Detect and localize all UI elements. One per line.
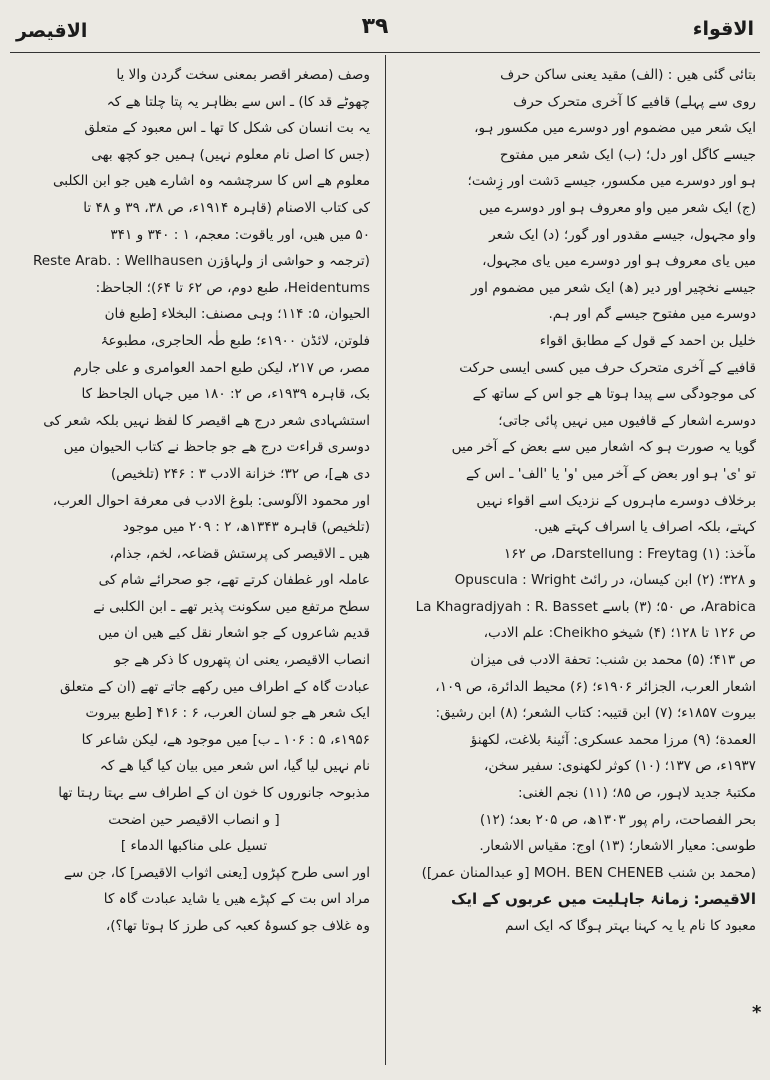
right-column-line: تو 'ی' ہو اور بعض کے آخر میں 'و' یا 'الف' ـ اس کے (465, 465, 756, 482)
right-column-line: کی موجودگی سے پیدا ہوتا ھے جو اس کے ساتھ کے (472, 386, 756, 403)
right-column-line: واو مجہول، جیسے مقدور اور گور؛ (د) ایک شعر (489, 226, 756, 243)
right-column-line: خلیل بن احمد کے قول کے مطابق اقواء (539, 332, 756, 349)
right-column-line: ص ۴۱۳؛ (۵) محمد بن شنب: تحفة الادب فی میزان (470, 652, 756, 669)
right-column-line: برخلاف دوسرے ماہروں کے نزدیک اسے اقواء نہیں (476, 492, 756, 509)
left-column-line: دوسری قراءت درج ھے جو جاحظ نے کتاب الحیوان میں (63, 439, 370, 456)
left-column-line: انصاب الاقیصر، یعنی ان پتھروں کا ذکر ھے جو (114, 652, 370, 669)
left-column-line: اور اسی طرح کپڑوں [یعنی اثواب الاقیصر] کا، جن سے (63, 864, 370, 881)
left-column-line: [ و انصاب الاقیصر حین اضحت (108, 811, 280, 828)
right-column-line: قافیے کے آخری متحرک حرف میں کسی ایسی حرکت (459, 359, 756, 376)
left-column-line: معلوم ھے اس کا سرچشمہ وہ اشارے ھیں جو ابن الکلبی (52, 173, 370, 190)
right-column-line: گویا یہ صورت ہو کہ اشعار میں سے بعض کے آخر میں (451, 439, 756, 456)
left-column-line: فلوتن، لائڈن ۱۹۰۰ء؛ طبع طٰہ الحاجری، مطبوعۂ (100, 332, 370, 349)
left-column-line: (تلخیص) قاہرہ ۱۳۴۳ھ، ۲ : ۲۰۹ میں موجود (122, 519, 370, 536)
left-column-line: بک، قاہرہ ۱۹۳۹ء، ص ۲: ۱۸۰ میں جہاں الجاحظ کا (81, 386, 370, 403)
left-column-line: (ترجمہ و حواشی از ولہاؤزن Reste Arab. : Wellhausen (32, 253, 370, 270)
column-divider (385, 55, 386, 1065)
left-column-line: الحیوان، ۵: ۱۱۴؛ وہی مصنف: البخلاء [طبع فان (104, 306, 370, 323)
right-column-line: کہتے، بلکہ اصراف یا اسراف کہتے ھیں. (533, 519, 756, 536)
right-column-line: ص ۱۲۶ تا ۱۲۸؛ (۴) شیخو Cheikho: علم الادب، (483, 625, 756, 642)
left-column-line: عاملہ اور غطفان کرتے تھے، جو صحرائے شام کی (98, 572, 370, 589)
left-column-line: وصف (مصغر اقصر بمعنی سخت گردن والا یا (116, 67, 370, 83)
right-column-line: جیسے کاگل اور دل؛ (ب) ایک شعر میں مفتوح (499, 146, 756, 163)
left-column-line: چھوٹے قد کا) ـ اس سے بظاہر یہ پتا چلتا ھے کہ (106, 93, 370, 110)
right-column-line: بتائی گئی ھیں : (الف) مقید یعنی ساکن حرف (500, 67, 756, 83)
left-column-line: دی ھے]، ص ۳۲؛ خزانة الادب ۳ : ۲۴۶ (تلخیص) (110, 465, 370, 482)
right-column-line: مکتبۂ جدید لاہور، ص ۸۵؛ (۱۱) نجم الغنی: (517, 785, 756, 802)
left-column-line: ھیں ـ الاقیصر کی پرستش قضاعہ، لخم، جذام، (109, 545, 370, 562)
right-column-line: دوسرے میں مفتوح جیسے گم اور ہم. (548, 306, 756, 323)
right-column-line: الاقیصر: زمانۂ جاہلیت میں عربوں کے ایک (450, 890, 756, 909)
left-column-line: مراد اس بت کے کپڑے ھیں یا شاید عبادت گاہ کا (103, 891, 370, 908)
running-head-left: الاقیصر (16, 20, 88, 42)
left-column-line: مذبوحہ جانوروں کا خون ان کے اطراف سے بہتا رہتا تھا (58, 785, 370, 802)
right-column-line: معبود کا نام یا یہ کہنا بہتر ہوگا کہ ایک اسم (505, 918, 756, 934)
left-column-line: ایک شعر ھے جو لسان العرب، ۶ : ۴۱۶ [طبع بیروت (85, 705, 370, 722)
right-column-line: (محمد بن شنب MOH. BEN CHENEB [و عبدالمنان عمر]) (421, 864, 756, 881)
left-column-line: وہ غلاف جو کسوۂ کعبہ کی طرز کا ہوتا تھا؟)، (105, 918, 370, 934)
left-column-line: ۵۰ میں ھیں، اور یاقوت: معجم، ۱ : ۳۴۰ و ۳۴۱ (110, 226, 370, 243)
left-column-line: قدیم شاعروں کے جو اشعار نقل کیے ھیں ان میں (98, 625, 370, 642)
right-column-line: بحر الفصاحت، رام پور ۱۳۰۳ھ، ص ۲۰۵ بعد؛ (۱۲) (479, 811, 756, 828)
right-column-line: Arabica، ص ۵۰؛ (۳) باسے La Khagradjyah : R. Basset (415, 598, 756, 615)
right-column-line: بیروت ۱۸۵۷ء؛ (۷) ابن قتیبہ: کتاب الشعر؛ (۸) ابن رشیق: (435, 705, 756, 722)
page-header (0, 12, 770, 48)
left-column-line: سطح مرتفع میں سکونت پذیر تھے ـ ابن الکلبی نے (93, 598, 370, 615)
right-column-line: دوسرے اشعار کے قافیوں میں نہیں پائی جاتی؛ (498, 412, 756, 429)
left-column-line: اور محمود الآلوسی: بلوغ الادب فی معرفة احوال العرب، (52, 492, 370, 509)
left-column-line: ۱۹۵۶ء، ۵ : ۱۰۶ ـ ب] میں موجود ھے، لیکن شاعر کا (81, 731, 370, 748)
left-column-line: یہ بت انسان کی شکل کا تھا ـ اس معبود کے متعلق (84, 120, 370, 137)
left-column-line: نام نہیں لیا گیا، اس شعر میں بیان کیا گیا ھے کہ (99, 758, 370, 775)
right-column-line: العمدة؛ (۹) مرزا محمد عسکری: آئینۂ بلاغت، لکھنؤ (470, 731, 756, 748)
right-column-line: ہو اور دوسرے میں مکسور، جیسے دَشت اور زِشت؛ (467, 173, 756, 190)
left-column (18, 62, 370, 940)
right-column-line: جیسے نخچیر اور دیر (ھ) ایک شعر میں مضموم اور (471, 279, 756, 296)
right-column-line: میں یای معروف ہو اور دوسرے میں یای مجہول، (482, 253, 756, 270)
right-column-line: و ۳۲۸؛ (۲) ابن کیسان، در رائٹ Opuscula : Wright (454, 572, 756, 589)
left-column-line: (جس کا اصل نام معلوم نہیں) ہمیں جو کچھ بھی (91, 146, 370, 163)
left-column-line: مصر، ص ۲۱۷، لیکن طبع احمد العوامری و علی جارم (73, 359, 370, 376)
right-column-line: اشعار العرب، الجزائر ۱۹۰۶ء؛ (۶) محیط الدائرة، ص ۱۰۹، (435, 678, 756, 695)
right-column-line: ایک شعر میں مضموم اور دوسرے میں مکسور ہو، (474, 120, 756, 137)
entry-marker: * (752, 1002, 762, 1023)
left-column-line: کی کتاب الاصنام (قاہرہ ۱۹۱۴ء، ص ۳۸، ۳۹ و ۴۸ تا (83, 199, 370, 216)
right-column (404, 62, 756, 940)
left-column-line: عبادت گاہ کے اطراف میں رکھے جاتے تھے (ان کے متعلق (60, 678, 370, 695)
right-column-line: طوسی: معیار الاشعار؛ (۱۳) اوج: مقیاس الاشعار. (479, 838, 756, 855)
running-head-right: الاقواء (692, 18, 754, 40)
right-column-line: ۱۹۳۷ء، ص ۱۳۷؛ (۱۰) کوثر لکھنوی: سفیر سخن، (484, 758, 756, 775)
page-number: ۳۹ (361, 14, 389, 39)
left-column-line: استشہادی شعر درج ھے اقیصر کا لفظ نہیں بلکہ شعر کی (43, 412, 370, 429)
right-column-line: روی سے پہلے) قافیے کا آخری متحرک حرف (513, 93, 756, 110)
right-column-line: مآخذ: (۱) Darstellung : Freytag، ص ۱۶۲ (503, 545, 756, 562)
left-column-line: Heidentums، طبع دوم، ص ۶۲ تا ۶۴)؛ الجاحظ: (95, 279, 370, 296)
header-rule (10, 52, 760, 53)
left-column-line: تسیل علی مناکبھا الدماء ] (120, 838, 268, 855)
right-column-line: (ج) ایک شعر میں واو معروف ہو اور دوسرے میں (478, 199, 756, 216)
